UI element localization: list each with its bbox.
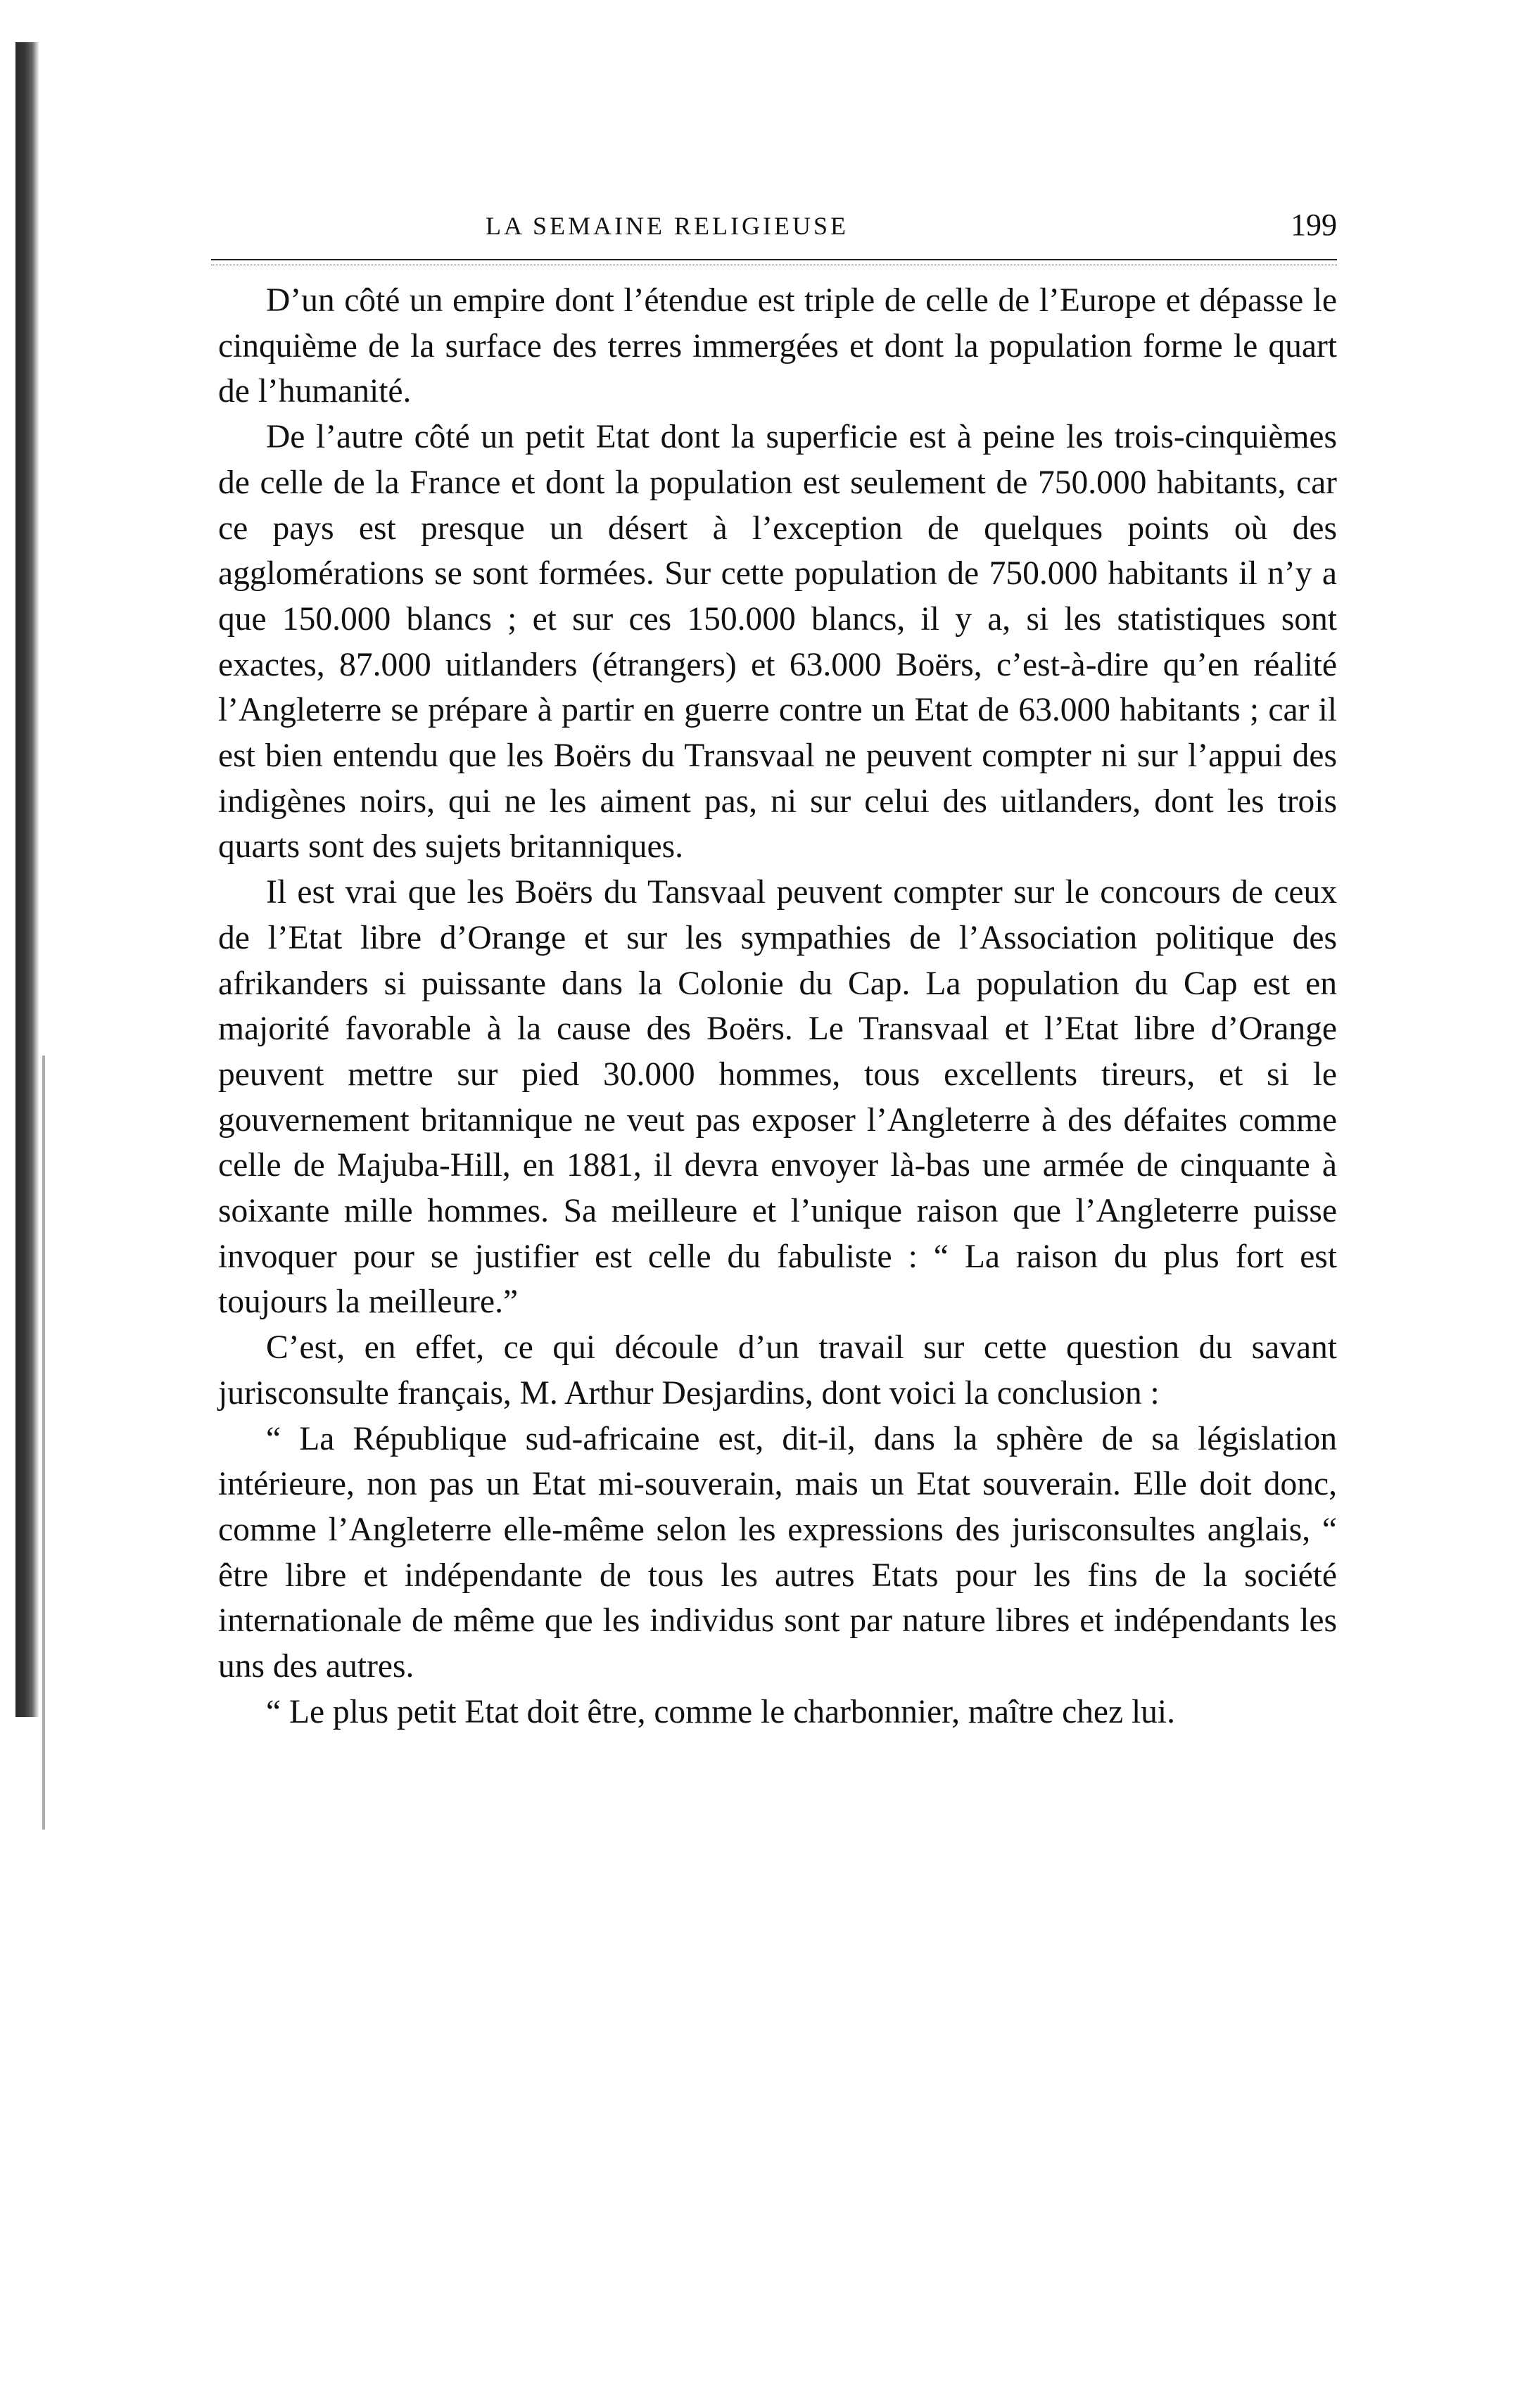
paragraph-empire: D’un côté un empire dont l’étendue est triple de celle de l’Europe et dépasse le cinquième de la surface des terres immergées et dont la population forme le quart de l’humanité.: [218, 282, 1337, 410]
page-header: [218, 208, 1337, 253]
running-title: LA SEMAINE RELIGIEUSE: [486, 212, 849, 240]
paragraph-quote-republique: “ La République sud-africaine est, dit-il, dans la sphère de sa législation intérieure, non pas un Etat mi-souverain, mais un Etat souverain. Elle doit donc, comme l’Angleterre elle-même selon les expressions des jurisconsultes anglais, “ être libre et indépendante de tous les autres Etats pour les fins de la société internationale de même que les individus sont par nature libres et indépendants les uns des autres.: [218, 1420, 1337, 1685]
page-number: 199: [1291, 208, 1337, 242]
paragraph-quote-charbonnier: “ Le plus petit Etat doit être, comme le charbonnier, maître chez lui.: [266, 1693, 1175, 1730]
paragraph-boers-orange: Il est vrai que les Boërs du Tansvaal peuvent compter sur le concours de ceux de l’Etat libre d’Orange et sur les sympathies de l’Association politique des afrikanders si puissante dans la Colonie du Cap. La population du Cap est en majorité favorable à la cause des Boërs. Le Transvaal et l’Etat libre d’Orange peuvent mettre sur pied 30.000 hommes, tous excellents tireurs, et si le gouvernement britannique ne veut pas exposer l’Angleterre à des défaites comme celle de Majuba-Hill, en 1881, il devra envoyer là-bas une armée de cinquante à soixante mille hommes. Sa meilleure et l’unique raison que l’Angleterre puisse invoquer pour se justifier est celle du fabuliste : “ La raison du plus fort est toujours la meilleure.”: [218, 874, 1337, 1321]
paragraph-desjardins: C’est, en effet, ce qui découle d’un travail sur cette question du savant jurisconsulte français, M. Arthur Desjardins, dont voici la conclusion :: [218, 1329, 1337, 1412]
page-binding-shadow: [42, 1056, 45, 1830]
paragraph-petit-etat: De l’autre côté un petit Etat dont la superficie est à peine les trois-cinquièmes de celle de la France et dont la population est seulement de 750.000 habitants, car ce pays est presque un désert à l’exception de quelques points où des agglomérations se sont formées. Sur cette population de 750.000 habitants il n’y a que 150.000 blancs ; et sur ces 150.000 blancs, il y a, si les statistiques sont exactes, 87.000 uitlanders (étrangers) et 63.000 Boërs, c’est-à-dire qu’en réalité l’Angleterre se prépare à partir en guerre contre un Etat de 63.000 habitants ; car il est bien entendu que les Boërs du Transvaal ne peuvent compter ni sur l’appui des indigènes noirs, qui ne les aiment pas, ni sur celui des uitlanders, dont les trois quarts sont des sujets britanniques.: [218, 419, 1337, 866]
header-rule: [211, 259, 1337, 260]
body-text: [218, 278, 1337, 1735]
page-binding-edge: [15, 42, 39, 1717]
